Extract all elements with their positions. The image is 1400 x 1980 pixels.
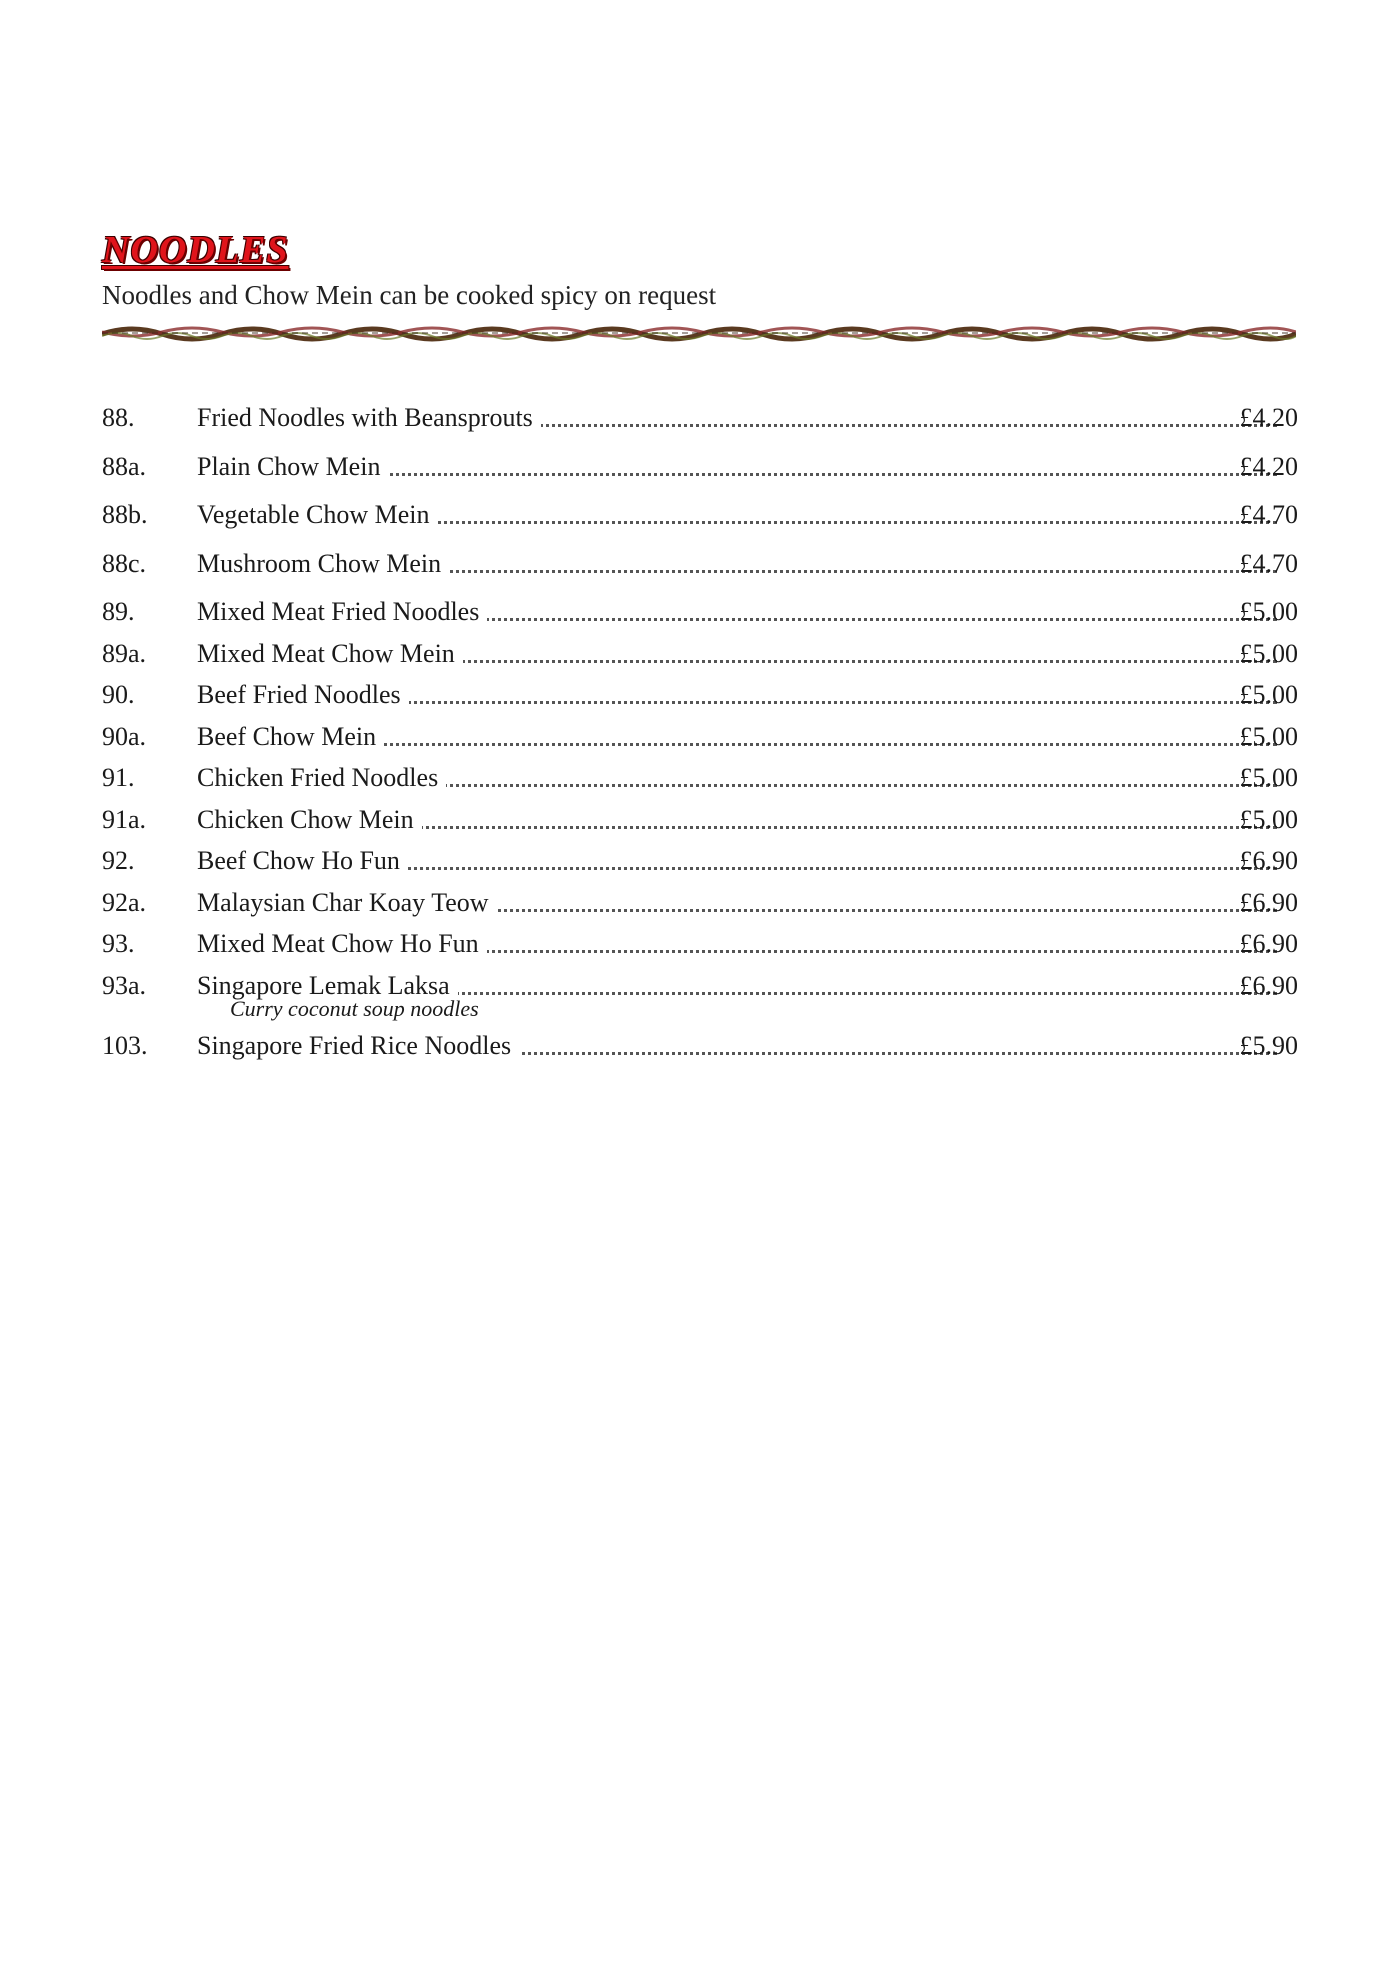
item-price: £6.90 (1239, 887, 1298, 917)
list-item (102, 449, 1298, 498)
menu-list (102, 400, 1298, 1069)
item-number: 90a. (102, 721, 147, 751)
item-name: Chicken Chow Mein (197, 802, 422, 838)
decorative-divider (102, 320, 1296, 346)
item-number: 88b. (102, 500, 148, 529)
item-name: Fried Noodles with Beansprouts (197, 400, 541, 436)
list-item (102, 802, 1298, 844)
item-name: Singapore Fried Rice Noodles (197, 1028, 519, 1064)
item-price: £6.90 (1239, 929, 1298, 958)
item-price: £6.90 (1239, 846, 1298, 875)
list-item (102, 843, 1298, 885)
list-item (102, 968, 1298, 1028)
item-price: £5.00 (1239, 680, 1298, 709)
item-number: 91a. (102, 804, 147, 834)
item-number: 88c. (102, 548, 147, 578)
item-number: 92. (102, 846, 135, 875)
item-name: Vegetable Chow Mein (197, 497, 438, 533)
list-item (102, 1028, 1298, 1070)
item-price: £4.20 (1239, 403, 1298, 432)
list-item (102, 594, 1298, 636)
item-price: £6.90 (1239, 970, 1298, 1000)
section-heading: NOODLES (102, 229, 289, 271)
list-item (102, 719, 1298, 761)
item-number: 103. (102, 1030, 148, 1060)
item-name: Beef Fried Noodles (197, 677, 409, 713)
item-price: £4.70 (1239, 500, 1298, 529)
item-price: £5.00 (1239, 804, 1298, 834)
item-price: £5.00 (1239, 721, 1298, 751)
list-item (102, 760, 1298, 802)
item-price: £5.00 (1239, 763, 1298, 792)
section-subtitle: Noodles and Chow Mein can be cooked spicy on request (102, 280, 717, 310)
item-number: 90. (102, 680, 135, 709)
item-number: 89. (102, 597, 135, 626)
item-name: Mixed Meat Fried Noodles (197, 594, 487, 630)
list-item (102, 677, 1298, 719)
item-name: Plain Chow Mein (197, 449, 388, 485)
item-name: Mixed Meat Chow Mein (197, 636, 463, 672)
item-name: Malaysian Char Koay Teow (197, 885, 497, 921)
item-number: 89a. (102, 638, 147, 668)
list-item (102, 885, 1298, 927)
item-name: Beef Chow Ho Fun (197, 843, 408, 879)
item-price: £4.70 (1239, 548, 1298, 578)
item-name: Mushroom Chow Mein (197, 546, 449, 582)
list-item (102, 400, 1298, 449)
item-name: Beef Chow Mein (197, 719, 384, 755)
item-name: Singapore Lemak Laksa (197, 968, 458, 1004)
item-number: 88. (102, 403, 135, 432)
item-description: Curry coconut soup noodles (230, 995, 479, 1021)
item-number: 92a. (102, 887, 147, 917)
list-item (102, 497, 1298, 546)
list-item (102, 636, 1298, 678)
item-price: £5.00 (1239, 597, 1298, 626)
item-number: 91. (102, 763, 135, 792)
item-price: £4.20 (1239, 451, 1298, 481)
item-name: Chicken Fried Noodles (197, 760, 446, 796)
list-item (102, 546, 1298, 595)
list-item (102, 926, 1298, 968)
item-number: 88a. (102, 451, 147, 481)
item-price: £5.00 (1239, 638, 1298, 668)
item-number: 93a. (102, 970, 147, 1000)
item-number: 93. (102, 929, 135, 958)
item-name: Mixed Meat Chow Ho Fun (197, 926, 487, 962)
item-price: £5.90 (1239, 1030, 1298, 1060)
